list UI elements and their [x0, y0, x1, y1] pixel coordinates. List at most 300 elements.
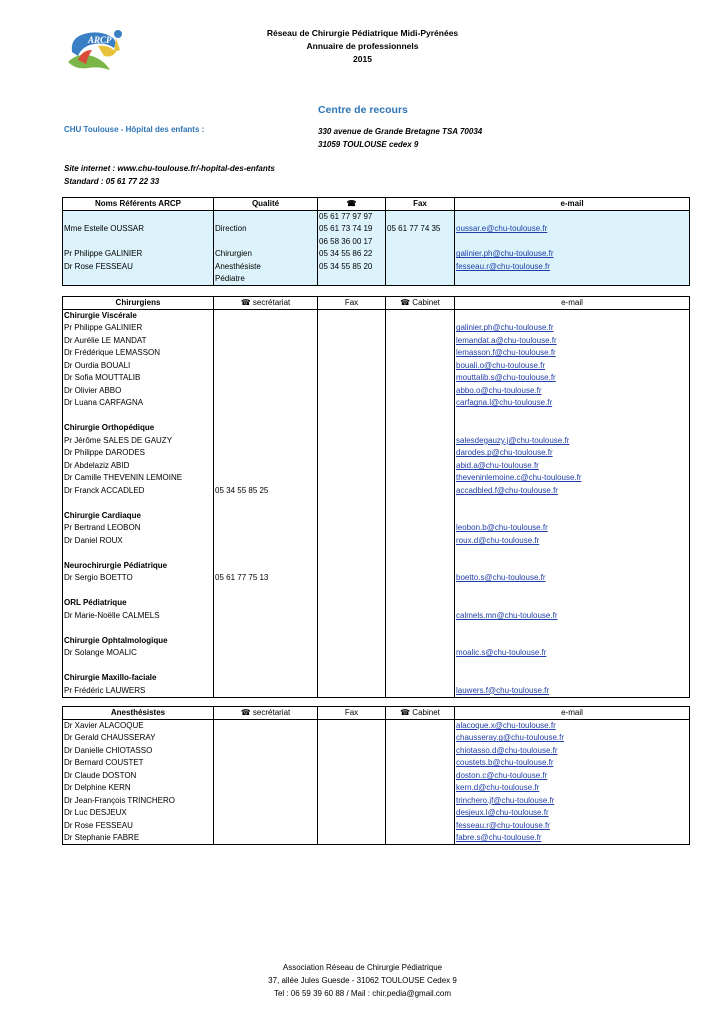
- cell-name: Dr Claude DOSTON: [63, 770, 214, 783]
- section-title: Neurochirurgie Pédiatrique: [63, 560, 214, 573]
- cell-email: [455, 248, 690, 261]
- cell-fax: [386, 795, 455, 808]
- referents-table: [62, 197, 690, 286]
- email-link[interactable]: accadbled.f@chu-toulouse.fr: [456, 485, 558, 495]
- cell-email: [455, 647, 690, 660]
- cell-role-or-secretariat: [214, 410, 318, 423]
- cell-name: Dr Rose FESSEAU: [63, 261, 214, 274]
- section-heading-row: [63, 510, 690, 523]
- cell-phone: [318, 610, 386, 623]
- cell-email: [455, 622, 690, 635]
- email-link[interactable]: galinier.ph@chu-toulouse.fr: [456, 323, 554, 333]
- cell-phone: [318, 372, 386, 385]
- email-link[interactable]: trinchero.jf@chu-toulouse.fr: [456, 795, 555, 805]
- table-row: [63, 397, 690, 410]
- column-header-fax: Fax: [386, 198, 455, 211]
- cell-empty: [214, 597, 318, 610]
- cell-email: [455, 820, 690, 833]
- cell-fax: [386, 685, 455, 698]
- cell-role-or-secretariat: [214, 660, 318, 673]
- cell-email: [455, 261, 690, 274]
- cell-empty: [318, 635, 386, 648]
- cell-role-or-secretariat: [214, 360, 318, 373]
- cell-role-or-secretariat: [214, 211, 318, 224]
- table-row: [63, 460, 690, 473]
- cell-empty: [386, 597, 455, 610]
- anesthetists-table: [62, 706, 690, 845]
- cell-role-or-secretariat: [214, 745, 318, 758]
- footer-address: 37, allée Jules Guesde - 31062 TOULOUSE Cedex 9: [268, 976, 457, 985]
- cell-phone: [318, 435, 386, 448]
- cell-empty: [318, 310, 386, 323]
- cell-role-or-secretariat: [214, 372, 318, 385]
- cell-phone: [318, 732, 386, 745]
- cell-fax: [386, 211, 455, 224]
- cell-email: [455, 795, 690, 808]
- cell-email: [455, 807, 690, 820]
- cell-role-or-secretariat: [214, 832, 318, 845]
- column-header-phone: Fax: [318, 297, 386, 310]
- column-header-name: Anesthésistes: [63, 707, 214, 720]
- address-line-1: 330 avenue de Grande Bretagne TSA 70034: [318, 127, 483, 136]
- cell-empty: [455, 672, 690, 685]
- table-row: [63, 757, 690, 770]
- cell-fax: [386, 782, 455, 795]
- cell-name: Dr Camille THEVENIN LEMOINE: [63, 472, 214, 485]
- cell-phone: [318, 745, 386, 758]
- cell-empty: [214, 510, 318, 523]
- email-link[interactable]: mouttalib.s@chu-toulouse.fr: [456, 373, 556, 383]
- cell-empty: [386, 422, 455, 435]
- cell-role-or-secretariat: [214, 770, 318, 783]
- column-header-fax: ☎ Cabinet: [386, 297, 455, 310]
- section-heading-row: [63, 310, 690, 323]
- cell-email: [455, 372, 690, 385]
- cell-name: Dr Franck ACCADLED: [63, 485, 214, 498]
- email-link[interactable]: roux.d@chu-toulouse.fr: [456, 535, 540, 545]
- cell-name: [63, 211, 214, 224]
- section-heading-row: [63, 422, 690, 435]
- cell-email: [455, 585, 690, 598]
- cell-name: Dr Olivier ABBO: [63, 385, 214, 398]
- cell-fax: [386, 485, 455, 498]
- table-row: [63, 547, 690, 560]
- email-link[interactable]: fesseau.r@chu-toulouse.fr: [456, 261, 550, 271]
- cell-phone: [318, 685, 386, 698]
- cell-role-or-secretariat: 05 34 55 85 25: [214, 485, 318, 498]
- cell-fax: [386, 832, 455, 845]
- cell-email: [455, 770, 690, 783]
- cell-phone: [318, 360, 386, 373]
- cell-email: [455, 360, 690, 373]
- table-row: [63, 385, 690, 398]
- cell-email: [455, 782, 690, 795]
- cell-fax: [386, 322, 455, 335]
- section-title: Chirurgie Maxillo-faciale: [63, 672, 214, 685]
- cell-role-or-secretariat: [214, 622, 318, 635]
- cell-name: Pr Philippe GALINIER: [63, 248, 214, 261]
- cell-fax: [386, 460, 455, 473]
- table-row: [63, 647, 690, 660]
- column-header-email: e-mail: [455, 297, 690, 310]
- cell-fax: [386, 660, 455, 673]
- cell-role-or-secretariat: [214, 647, 318, 660]
- cell-name: Dr Delphine KERN: [63, 782, 214, 795]
- cell-empty: [318, 510, 386, 523]
- cell-phone: [318, 472, 386, 485]
- table-row: [63, 236, 690, 249]
- cell-name: Dr Abdelaziz ABID: [63, 460, 214, 473]
- surgeons-table: [62, 296, 690, 698]
- cell-name: Pr Frédéric LAUWERS: [63, 685, 214, 698]
- cell-email: [455, 236, 690, 249]
- table-row: [63, 732, 690, 745]
- cell-name: Dr Gerald CHAUSSERAY: [63, 732, 214, 745]
- cell-name: Dr Luana CARFAGNA: [63, 397, 214, 410]
- cell-name: Pr Jérôme SALES DE GAUZY: [63, 435, 214, 448]
- cell-role-or-secretariat: 05 61 77 75 13: [214, 572, 318, 585]
- cell-phone: [318, 335, 386, 348]
- cell-phone: [318, 820, 386, 833]
- cell-phone: 05 34 55 85 20: [318, 261, 386, 274]
- cell-role-or-secretariat: [214, 757, 318, 770]
- table-row: [63, 497, 690, 510]
- section-heading-row: [63, 560, 690, 573]
- email-link[interactable]: abbo.o@chu-toulouse.fr: [456, 385, 542, 395]
- cell-empty: [455, 635, 690, 648]
- email-link[interactable]: abid.a@chu-toulouse.fr: [456, 460, 539, 470]
- column-header-email: e-mail: [455, 198, 690, 211]
- cell-email: [455, 397, 690, 410]
- cell-role-or-secretariat: [214, 720, 318, 733]
- cell-fax: [386, 820, 455, 833]
- cell-fax: [386, 522, 455, 535]
- cell-name: [63, 547, 214, 560]
- cell-fax: [386, 647, 455, 660]
- cell-phone: [318, 535, 386, 548]
- table-row: [63, 685, 690, 698]
- cell-phone: [318, 460, 386, 473]
- cell-role-or-secretariat: [214, 472, 318, 485]
- cell-email: [455, 685, 690, 698]
- cell-empty: [455, 597, 690, 610]
- cell-fax: [386, 335, 455, 348]
- cell-email: [455, 335, 690, 348]
- cell-fax: [386, 622, 455, 635]
- cell-fax: [386, 447, 455, 460]
- surgeons-header-row: [63, 297, 690, 310]
- table-row: [63, 745, 690, 758]
- email-link[interactable]: desjeux.l@chu-toulouse.fr: [456, 808, 549, 818]
- cell-empty: [455, 560, 690, 573]
- email-link[interactable]: moalic.s@chu-toulouse.fr: [456, 648, 547, 658]
- cell-empty: [455, 310, 690, 323]
- cell-name: Dr Solange MOALIC: [63, 647, 214, 660]
- cell-empty: [386, 560, 455, 573]
- cell-name: Dr Marie-Noëlle CALMELS: [63, 610, 214, 623]
- email-link[interactable]: boetto.s@chu-toulouse.fr: [456, 573, 546, 583]
- cell-name: [63, 585, 214, 598]
- cell-empty: [214, 635, 318, 648]
- cell-email: [455, 273, 690, 286]
- cell-email: [455, 385, 690, 398]
- cell-fax: [386, 585, 455, 598]
- table-row: [63, 335, 690, 348]
- column-header-role-or-secretariat: ☎ secrétariat: [214, 297, 318, 310]
- anesthetists-header-row: [63, 707, 690, 720]
- header-network-title: Réseau de Chirurgie Pédiatrique Midi-Pyrénées: [266, 28, 459, 38]
- logo-text: ARCP: [88, 35, 112, 45]
- cell-role-or-secretariat: [214, 535, 318, 548]
- cell-email: [455, 211, 690, 224]
- cell-fax: [386, 472, 455, 485]
- column-header-phone: Fax: [318, 707, 386, 720]
- footer-contact: Tel : 06 59 39 60 88 / Mail : chir.pedia@gmail.com: [273, 989, 452, 998]
- cell-fax: [386, 497, 455, 510]
- cell-role-or-secretariat: [214, 236, 318, 249]
- cell-phone: [318, 622, 386, 635]
- email-link[interactable]: darodes.p@chu-toulouse.fr: [456, 448, 553, 458]
- cell-role-or-secretariat: [214, 795, 318, 808]
- table-row: [63, 472, 690, 485]
- email-link[interactable]: bouali.o@chu-toulouse.fr: [456, 360, 546, 370]
- table-row: [63, 807, 690, 820]
- cell-role-or-secretariat: [214, 522, 318, 535]
- cell-email: [455, 535, 690, 548]
- cell-name: Pr Philippe GALINIER: [63, 322, 214, 335]
- cell-name: [63, 660, 214, 673]
- cell-fax: [386, 261, 455, 274]
- cell-role-or-secretariat: [214, 585, 318, 598]
- cell-name: Dr Bernard COUSTET: [63, 757, 214, 770]
- email-link[interactable]: chausseray.g@chu-toulouse.fr: [456, 733, 565, 743]
- footer-association: Association Réseau de Chirurgie Pédiatrique: [282, 963, 443, 972]
- cell-empty: [318, 422, 386, 435]
- cell-phone: [318, 757, 386, 770]
- table-row: [63, 585, 690, 598]
- cell-fax: [386, 757, 455, 770]
- cell-empty: [214, 422, 318, 435]
- cell-name: [63, 273, 214, 286]
- cell-name: Mme Estelle OUSSAR: [63, 223, 214, 236]
- cell-fax: [386, 397, 455, 410]
- address-line-2: 31059 TOULOUSE cedex 9: [318, 140, 419, 149]
- cell-role-or-secretariat: [214, 460, 318, 473]
- cell-phone: [318, 385, 386, 398]
- cell-email: [455, 347, 690, 360]
- cell-fax: [386, 547, 455, 560]
- email-link[interactable]: lemandat.a@chu-toulouse.fr: [456, 335, 557, 345]
- cell-name: Dr Danielle CHIOTASSO: [63, 745, 214, 758]
- cell-empty: [214, 672, 318, 685]
- cell-phone: [318, 447, 386, 460]
- cell-phone: [318, 322, 386, 335]
- column-header-name: Chirurgiens: [63, 297, 214, 310]
- website-line: Site internet : www.chu-toulouse.fr/-hopital-des-enfants: [64, 164, 275, 173]
- cell-phone: [318, 770, 386, 783]
- table-row: [63, 795, 690, 808]
- cell-fax: [386, 360, 455, 373]
- hospital-name: CHU Toulouse - Hôpital des enfants :: [64, 125, 205, 134]
- cell-role-or-secretariat: [214, 397, 318, 410]
- cell-fax: [386, 273, 455, 286]
- cell-fax: [386, 610, 455, 623]
- section-title: Chirurgie Viscérale: [63, 310, 214, 323]
- section-heading-row: [63, 635, 690, 648]
- cell-phone: [318, 497, 386, 510]
- email-link[interactable]: galinier.ph@chu-toulouse.fr: [456, 249, 554, 259]
- cell-email: [455, 522, 690, 535]
- cell-name: Dr Jean-François TRINCHERO: [63, 795, 214, 808]
- cell-email: [455, 447, 690, 460]
- cell-email: [455, 497, 690, 510]
- centre-title: Centre de recours: [318, 104, 408, 116]
- cell-role-or-secretariat: Direction: [214, 223, 318, 236]
- cell-empty: [455, 510, 690, 523]
- table-row: [63, 322, 690, 335]
- section-heading-row: [63, 597, 690, 610]
- cell-role-or-secretariat: [214, 820, 318, 833]
- cell-fax: [386, 535, 455, 548]
- email-link[interactable]: salesdegauzy.j@chu-toulouse.fr: [456, 435, 570, 445]
- cell-email: [455, 757, 690, 770]
- cell-email: [455, 720, 690, 733]
- email-link[interactable]: calmels.mn@chu-toulouse.fr: [456, 610, 558, 620]
- cell-phone: [318, 485, 386, 498]
- email-link[interactable]: fabre.s@chu-toulouse.fr: [456, 833, 542, 842]
- email-link[interactable]: coustets.b@chu-toulouse.fr: [456, 758, 554, 768]
- cell-email: [455, 832, 690, 845]
- cell-fax: [386, 347, 455, 360]
- cell-name: [63, 236, 214, 249]
- table-row: [63, 485, 690, 498]
- table-row: [63, 410, 690, 423]
- cell-phone: [318, 547, 386, 560]
- section-title: Chirurgie Ophtalmologique: [63, 635, 214, 648]
- cell-role-or-secretariat: Pédiatre: [214, 273, 318, 286]
- cell-phone: 06 58 36 00 17: [318, 236, 386, 249]
- cell-empty: [386, 635, 455, 648]
- table-row: [63, 372, 690, 385]
- cell-empty: [386, 310, 455, 323]
- referents-header-row: [63, 198, 690, 211]
- cell-name: Dr Frédérique LEMASSON: [63, 347, 214, 360]
- standard-line: Standard : 05 61 77 22 33: [64, 177, 160, 186]
- cell-email: [455, 547, 690, 560]
- table-row: [63, 535, 690, 548]
- cell-role-or-secretariat: [214, 322, 318, 335]
- cell-role-or-secretariat: [214, 782, 318, 795]
- cell-fax: [386, 385, 455, 398]
- cell-role-or-secretariat: [214, 547, 318, 560]
- email-link[interactable]: chiotasso.d@chu-toulouse.fr: [456, 745, 558, 755]
- cell-name: Dr Daniel ROUX: [63, 535, 214, 548]
- cell-role-or-secretariat: [214, 807, 318, 820]
- email-link[interactable]: lemasson.f@chu-toulouse.fr: [456, 348, 556, 358]
- email-link[interactable]: lauwers.f@chu-toulouse.fr: [456, 685, 550, 695]
- email-link[interactable]: fesseau.r@chu-toulouse.fr: [456, 820, 550, 830]
- cell-empty: [318, 597, 386, 610]
- hospital-address: [318, 125, 482, 151]
- cell-email: [455, 610, 690, 623]
- cell-fax: [386, 807, 455, 820]
- arcp-logo: [58, 22, 130, 80]
- cell-fax: [386, 410, 455, 423]
- email-link[interactable]: oussar.e@chu-toulouse.fr: [456, 224, 548, 234]
- email-link[interactable]: theveninlemoine.c@chu-toulouse.fr: [456, 473, 582, 483]
- cell-phone: [318, 660, 386, 673]
- cell-fax: [386, 435, 455, 448]
- cell-email: [455, 472, 690, 485]
- email-link[interactable]: carfagna.l@chu-toulouse.fr: [456, 398, 553, 408]
- cell-name: Dr Sofia MOUTTALIB: [63, 372, 214, 385]
- section-title: Chirurgie Orthopédique: [63, 422, 214, 435]
- cell-email: [455, 485, 690, 498]
- cell-phone: [318, 585, 386, 598]
- cell-name: Dr Stephanie FABRE: [63, 832, 214, 845]
- cell-role-or-secretariat: Chirurgien: [214, 248, 318, 261]
- cell-email: [455, 745, 690, 758]
- table-row: [63, 660, 690, 673]
- cell-name: Dr Philippe DARODES: [63, 447, 214, 460]
- cell-role-or-secretariat: [214, 435, 318, 448]
- cell-name: Dr Rose FESSEAU: [63, 820, 214, 833]
- column-header-phone: ☎: [318, 198, 386, 211]
- table-row: [63, 720, 690, 733]
- cell-name: Dr Sergio BOETTO: [63, 572, 214, 585]
- cell-fax: [386, 248, 455, 261]
- cell-role-or-secretariat: [214, 497, 318, 510]
- table-row: [63, 622, 690, 635]
- table-row: [63, 572, 690, 585]
- cell-role-or-secretariat: [214, 447, 318, 460]
- email-link[interactable]: alacoque.x@chu-toulouse.fr: [456, 721, 556, 730]
- column-header-email: e-mail: [455, 707, 690, 720]
- cell-name: Dr Luc DESJEUX: [63, 807, 214, 820]
- column-header-role-or-secretariat: Qualité: [214, 198, 318, 211]
- section-title: ORL Pédiatrique: [63, 597, 214, 610]
- table-row: [63, 347, 690, 360]
- cell-phone: [318, 273, 386, 286]
- cell-fax: 05 61 77 74 35: [386, 223, 455, 236]
- cell-name: Pr Bertrand LEOBON: [63, 522, 214, 535]
- hospital-contact: [64, 162, 275, 188]
- cell-role-or-secretariat: [214, 335, 318, 348]
- cell-email: [455, 223, 690, 236]
- table-row: [63, 610, 690, 623]
- email-link[interactable]: kern.d@chu-toulouse.fr: [456, 783, 540, 793]
- cell-fax: [386, 572, 455, 585]
- cell-phone: 05 61 73 74 19: [318, 223, 386, 236]
- table-row: [63, 360, 690, 373]
- email-link[interactable]: leobon.b@chu-toulouse.fr: [456, 523, 548, 533]
- table-row: [63, 248, 690, 261]
- cell-email: [455, 460, 690, 473]
- cell-name: [63, 410, 214, 423]
- cell-email: [455, 435, 690, 448]
- cell-empty: [318, 560, 386, 573]
- cell-email: [455, 660, 690, 673]
- cell-phone: [318, 522, 386, 535]
- cell-name: [63, 622, 214, 635]
- table-row: [63, 522, 690, 535]
- email-link[interactable]: doston.c@chu-toulouse.fr: [456, 770, 548, 780]
- document-footer: [0, 961, 725, 1000]
- cell-empty: [386, 510, 455, 523]
- table-row: [63, 447, 690, 460]
- table-row: [63, 770, 690, 783]
- cell-phone: [318, 572, 386, 585]
